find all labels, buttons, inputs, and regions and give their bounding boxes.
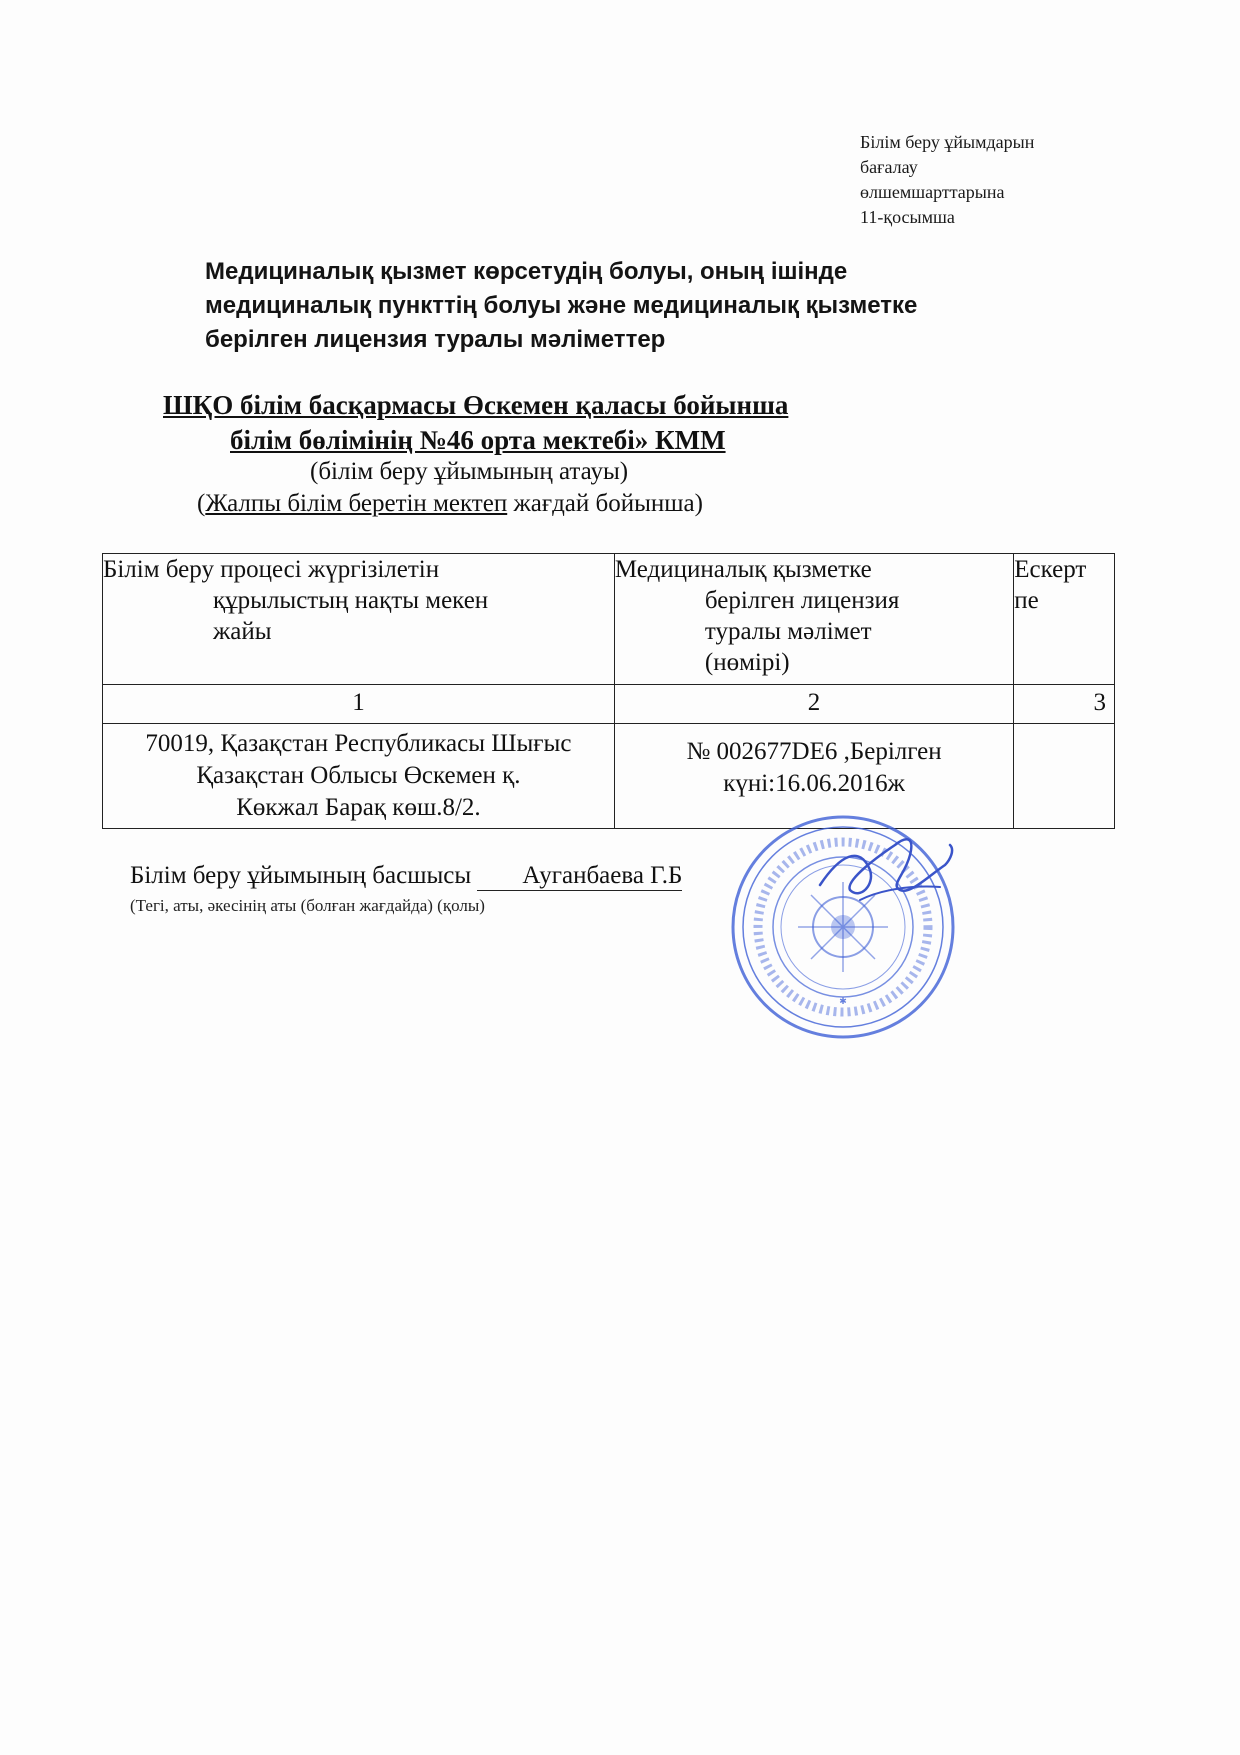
organization-name-text: білім бөлімінің №46 орта мектебі» КММ	[230, 425, 726, 455]
cell-text: № 002677DE6 ,Берілген	[686, 738, 942, 765]
organization-type-open: (	[197, 490, 206, 517]
handwritten-signature-icon	[800, 815, 970, 925]
column-number: 2	[614, 685, 1013, 724]
signature-label: Білім беру ұйымының басшысы	[130, 862, 472, 889]
header-text: Медициналық қызметке	[614, 556, 872, 583]
organization-type-rest: жағдай бойынша)	[507, 490, 703, 517]
header-text: құрылыстың нақты мекен	[213, 587, 489, 614]
signature-name: Ауганбаева Г.Б	[477, 862, 682, 891]
column-number: 3	[1014, 685, 1115, 724]
document-title	[205, 255, 917, 357]
organization-name-line1: ШҚО білім басқармасы Өскемен қаласы бойынша	[163, 390, 789, 420]
header-text: туралы мәлімет	[704, 618, 872, 645]
appendix-note	[860, 130, 1034, 230]
header-text: жайы	[213, 618, 272, 645]
title-line: Медициналық қызмет көрсетудің болуы, оның ішінде	[205, 258, 848, 285]
column-number: 1	[103, 685, 615, 724]
table-row	[103, 724, 1115, 829]
table-number-row	[103, 685, 1115, 724]
cell-text: Қазақстан Облысы Өскемен қ.	[196, 762, 521, 789]
header-text: Білім беру процесі жүргізілетін	[103, 556, 440, 583]
appendix-note-line: Білім беру ұйымдарын	[860, 132, 1035, 152]
table-header-row	[103, 554, 1115, 685]
title-line: медициналық пункттің болуы және медициналық қызметке	[205, 292, 918, 319]
organization-type-value: Жалпы білім беретін мектеп	[205, 490, 508, 517]
signature-caption: (Тегі, аты, әкесінің аты (болған жағдайда) (қолы)	[130, 896, 485, 915]
cell-text: 70019, Қазақстан Республикасы Шығыс	[145, 730, 572, 757]
header-note	[1014, 554, 1115, 685]
organization-name-line2	[230, 425, 726, 456]
header-address	[103, 554, 615, 685]
license-table	[102, 553, 1115, 829]
appendix-note-line: өлшемшарттарына	[860, 182, 1005, 202]
signature-line	[130, 862, 682, 891]
address-cell	[103, 724, 615, 829]
header-text: берілген лицензия	[704, 587, 900, 614]
appendix-note-line: 11-қосымша	[860, 207, 955, 227]
cell-text: күні:16.06.2016ж	[723, 770, 905, 797]
organization-type	[197, 490, 703, 518]
cell-text: Көкжал Барақ көш.8/2.	[236, 794, 481, 821]
appendix-note-line: бағалау	[860, 157, 918, 177]
header-text: Ескерт	[1014, 556, 1087, 583]
title-line: берілген лицензия туралы мәліметтер	[205, 326, 666, 353]
note-cell	[1014, 724, 1115, 829]
header-license	[614, 554, 1013, 685]
svg-text:✱: ✱	[839, 997, 847, 1007]
header-text: пе	[1014, 587, 1039, 614]
header-text: (нөмірі)	[704, 649, 790, 676]
organization-caption: (білім беру ұйымының атауы)	[310, 458, 629, 485]
